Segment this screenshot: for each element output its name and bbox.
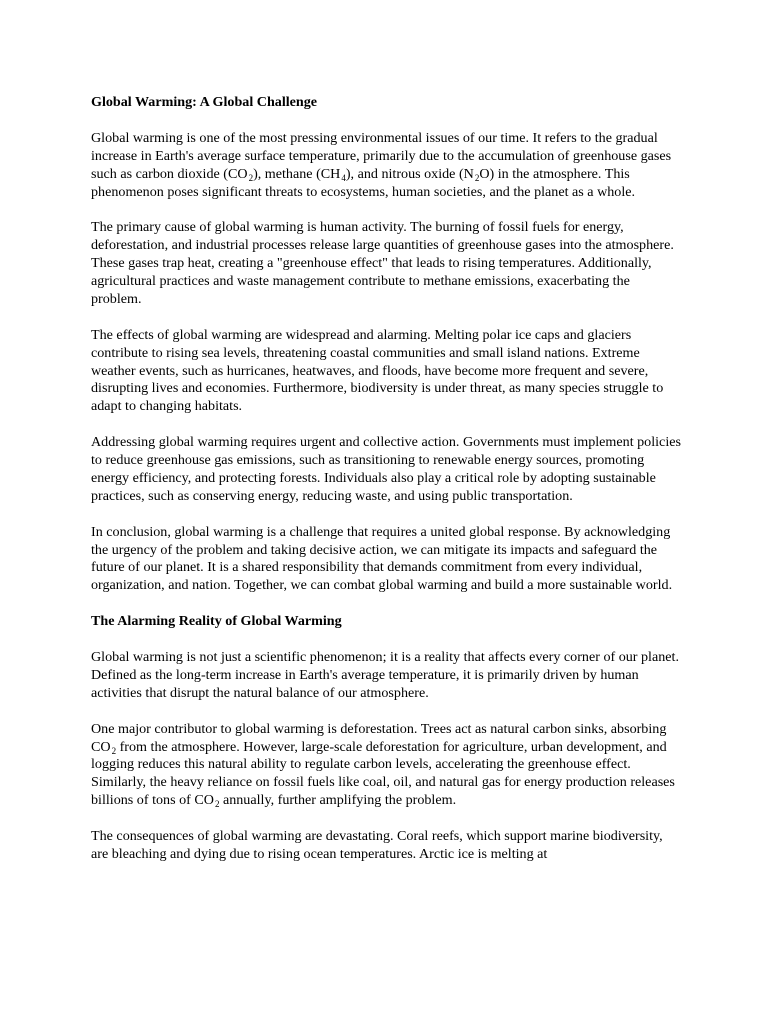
document-page bbox=[91, 94, 681, 882]
paragraph-causes: The primary cause of global warming is human activity. The burning of fossil fuels for energy, deforestation, and industrial processes release large quantities of greenhouse gases into the atmosphere. These gases trap heat, creating a "greenhouse effect" that leads to rising temperatures. Additionally, agricultural practices and waste management contribute to methane emissions, exacerbating the problem. bbox=[91, 219, 674, 307]
text-run: annually, further amplifying the problem. bbox=[219, 792, 457, 809]
text-run: O) in the atmosphere. This phenomenon poses significant threats to ecosystems, human societies, and the planet as a whole. bbox=[91, 165, 636, 200]
paragraph-action: Addressing global warming requires urgent and collective action. Governments must implement policies to reduce greenhouse gas emissions, such as transitioning to renewable energy sources, promoting energy efficiency, and protecting forests. Individuals also play a critical role by adopting sustainable practices, such as conserving energy, reducing waste, and using public transportation. bbox=[91, 434, 681, 504]
paragraph-intro bbox=[91, 130, 681, 202]
subscript: 2 bbox=[111, 745, 117, 756]
text-run: One major contributor to global warming is deforestation. Trees act as natural carbon sinks, absorbing CO bbox=[91, 720, 667, 755]
text-run: Global warming is one of the most pressing environmental issues of our time. It refers to the gradual increase in Earth's average surface temperature, primarily due to the accumulation of greenhouse gases such as carbon dioxide (CO bbox=[91, 129, 672, 182]
paragraph-effects: The effects of global warming are widespread and alarming. Melting polar ice caps and glaciers contribute to rising sea levels, threatening coastal communities and small island nations. Extreme weather events, such as hurricanes, heatwaves, and floods, have become more frequent and severe, disrupting lives and economies. Furthermore, biodiversity is under threat, as many species struggle to adapt to changing habitats. bbox=[91, 326, 664, 415]
paragraph-reality: Global warming is not just a scientific phenomenon; it is a reality that affects every corner of our planet. Defined as the long-term increase in Earth's average temperature, it is primarily driven by human activities that disrupt the natural balance of our atmosphere. bbox=[91, 648, 679, 701]
paragraph-deforestation bbox=[91, 721, 681, 811]
text-run: ), methane (CH bbox=[253, 165, 341, 182]
subscript: 2 bbox=[214, 799, 220, 810]
section-heading: The Alarming Reality of Global Warming bbox=[91, 613, 342, 630]
document-title: Global Warming: A Global Challenge bbox=[91, 94, 318, 110]
text-run: ), and nitrous oxide (N bbox=[345, 165, 474, 182]
subscript: 2 bbox=[248, 172, 254, 183]
paragraph-consequences: The consequences of global warming are devastating. Coral reefs, which support marine biodiversity, are bleaching and dying due to rising ocean temperatures. Arctic ice is melting at bbox=[91, 828, 663, 862]
subscript: 4 bbox=[341, 172, 346, 183]
subscript: 2 bbox=[474, 172, 480, 183]
text-run: from the atmosphere. However, large-scale deforestation for agriculture, urban development, and logging reduces this natural ability to regulate carbon levels, accelerating the greenhouse effect. Similarly, the heavy reliance on fossil fuels like coal, oil, and natural gas for energy production releases billions of tons of CO bbox=[91, 738, 675, 809]
paragraph-conclusion: In conclusion, global warming is a challenge that requires a united global response. By acknowledging the urgency of the problem and taking decisive action, we can mitigate its impacts and safeguard the future of our planet. It is a shared responsibility that demands commitment from every individual, organization, and nation. Together, we can combat global warming and build a more sustainable world. bbox=[91, 523, 673, 594]
